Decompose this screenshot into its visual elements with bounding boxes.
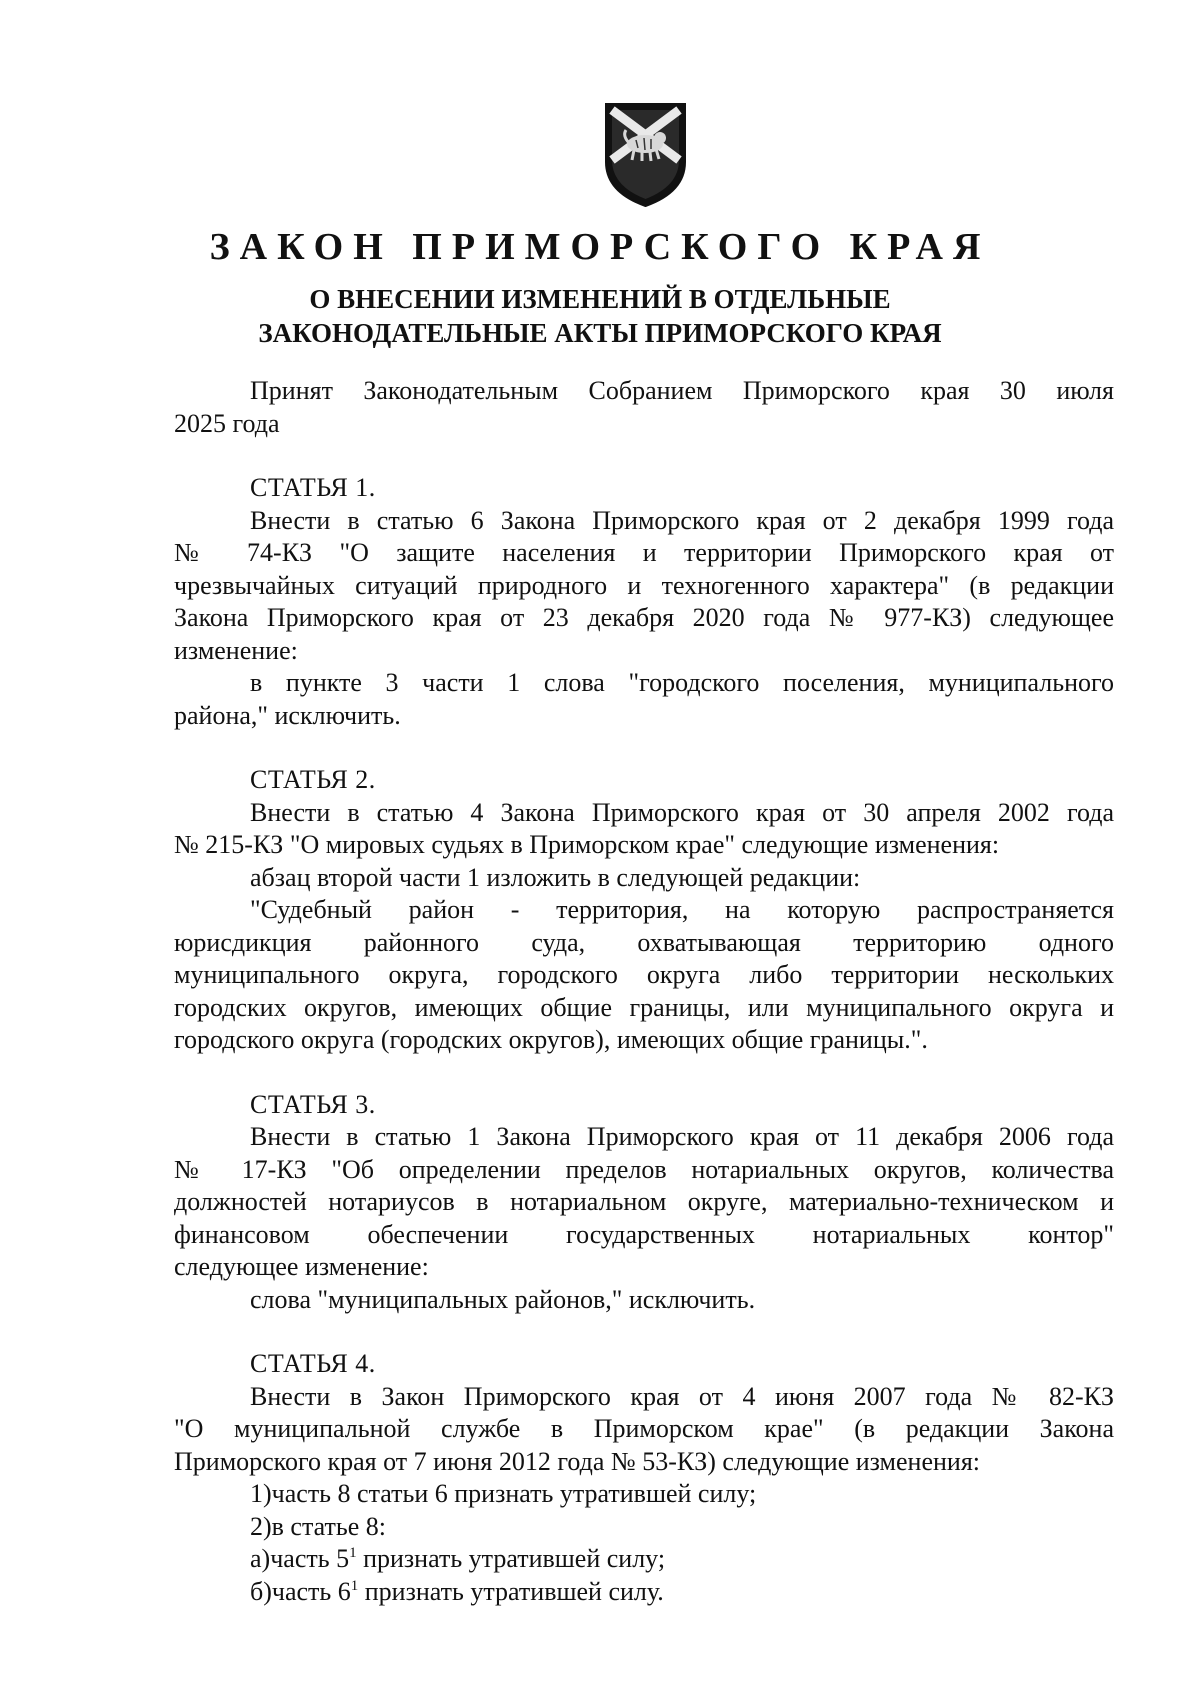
article-2-text-line: № 215-КЗ "О мировых судьях в Приморском крае" следующие изменения: bbox=[174, 830, 1000, 859]
article-1-text-line: № 74-КЗ "О защите населения и территории Приморского края от bbox=[174, 538, 1114, 567]
article-1-text-line: Внести в статью 6 Закона Приморского края от 2 декабря 1999 года bbox=[250, 505, 1114, 535]
item-2a-text: а)часть 5 bbox=[250, 1544, 350, 1573]
article-4-heading: СТАТЬЯ 4. bbox=[250, 1349, 376, 1378]
coat-of-arms-icon bbox=[598, 100, 693, 210]
law-body bbox=[174, 375, 1114, 1608]
article-2-text-line: юрисдикция районного суда, охватывающая территорию одного bbox=[174, 927, 1114, 957]
article-1-text-line: района," исключить. bbox=[174, 700, 401, 730]
article-1-text-line: чрезвычайных ситуаций природного и техногенного характера" (в редакции bbox=[174, 570, 1114, 600]
article-2-text-line: муниципального округа, городского округа либо территории нескольких bbox=[174, 960, 1114, 989]
article-3-text-line: № 17-КЗ "Об определении пределов нотариальных округов, количества bbox=[174, 1154, 1114, 1184]
article-2-text-line: Внести в статью 4 Закона Приморского края от 30 апреля 2002 года bbox=[250, 797, 1114, 827]
article-2-text-line: городского округа (городских округов), имеющих общие границы.". bbox=[174, 1025, 928, 1054]
item-2a-tail: признать утратившей силу; bbox=[356, 1544, 666, 1573]
item-2b-superscript: 1 bbox=[350, 1577, 359, 1594]
law-title: ЗАКОН ПРИМОРСКОГО КРАЯ bbox=[209, 226, 991, 268]
item-2a-superscript: 1 bbox=[349, 1545, 357, 1561]
article-4-item-2: 2)в статье 8: bbox=[250, 1511, 387, 1541]
article-4-text-line: Внести в Закон Приморского края от 4 июня 2007 года № 82-КЗ bbox=[250, 1381, 1114, 1411]
article-3-text-line: слова "муниципальных районов," исключить. bbox=[250, 1284, 756, 1314]
article-1-text-line: Закона Приморского края от 23 декабря 2020 года № 977-КЗ) следующее bbox=[174, 603, 1114, 632]
subtitle-line-1: О ВНЕСЕНИИ ИЗМЕНЕНИЙ В ОТДЕЛЬНЫЕ bbox=[309, 284, 891, 314]
article-4-text-line: "О муниципальной службе в Приморском крае" (в редакции Закона bbox=[174, 1414, 1114, 1443]
article-3-text-line: финансовом обеспечении государственных нотариальных контор" bbox=[174, 1219, 1114, 1249]
article-2-heading: СТАТЬЯ 2. bbox=[250, 765, 376, 794]
article-3-text-line: следующее изменение: bbox=[174, 1252, 429, 1281]
law-subtitle bbox=[0, 282, 1200, 350]
article-2-text-line: абзац второй части 1 изложить в следующей редакции: bbox=[250, 862, 861, 892]
article-2-text-line: "Судебный район - территория, на которую распространяется bbox=[250, 895, 1114, 924]
article-4-item-2a bbox=[174, 1543, 1114, 1576]
subtitle-line-2: ЗАКОНОДАТЕЛЬНЫЕ АКТЫ ПРИМОРСКОГО КРАЯ bbox=[258, 318, 942, 348]
article-1-heading: СТАТЬЯ 1. bbox=[250, 473, 376, 502]
article-4-text-line: Приморского края от 7 июня 2012 года № 53-КЗ) следующие изменения: bbox=[174, 1446, 981, 1476]
adoption-line-2: 2025 года bbox=[174, 408, 280, 438]
article-3-heading: СТАТЬЯ 3. bbox=[250, 1089, 376, 1119]
item-2b-text: б)часть 6 bbox=[250, 1576, 351, 1606]
article-4-item-1: 1)часть 8 статьи 6 признать утратившей силу; bbox=[250, 1479, 757, 1508]
item-2b-tail: признать утратившей силу. bbox=[358, 1576, 664, 1606]
article-3-text-line: должностей нотариусов в нотариальном округе, материально-техническом и bbox=[174, 1187, 1114, 1216]
article-3-text-line: Внести в статью 1 Закона Приморского края от 11 декабря 2006 года bbox=[250, 1122, 1114, 1151]
article-1-text-line: изменение: bbox=[174, 635, 298, 665]
article-4-item-2b bbox=[174, 1576, 1114, 1609]
article-1-text-line: в пункте 3 части 1 слова "городского поселения, муниципального bbox=[250, 668, 1114, 697]
article-2-text-line: городских округов, имеющих общие границы, или муниципального округа и bbox=[174, 992, 1114, 1022]
adoption-line-1: Принят Законодательным Собранием Приморского края 30 июля bbox=[250, 376, 1114, 405]
